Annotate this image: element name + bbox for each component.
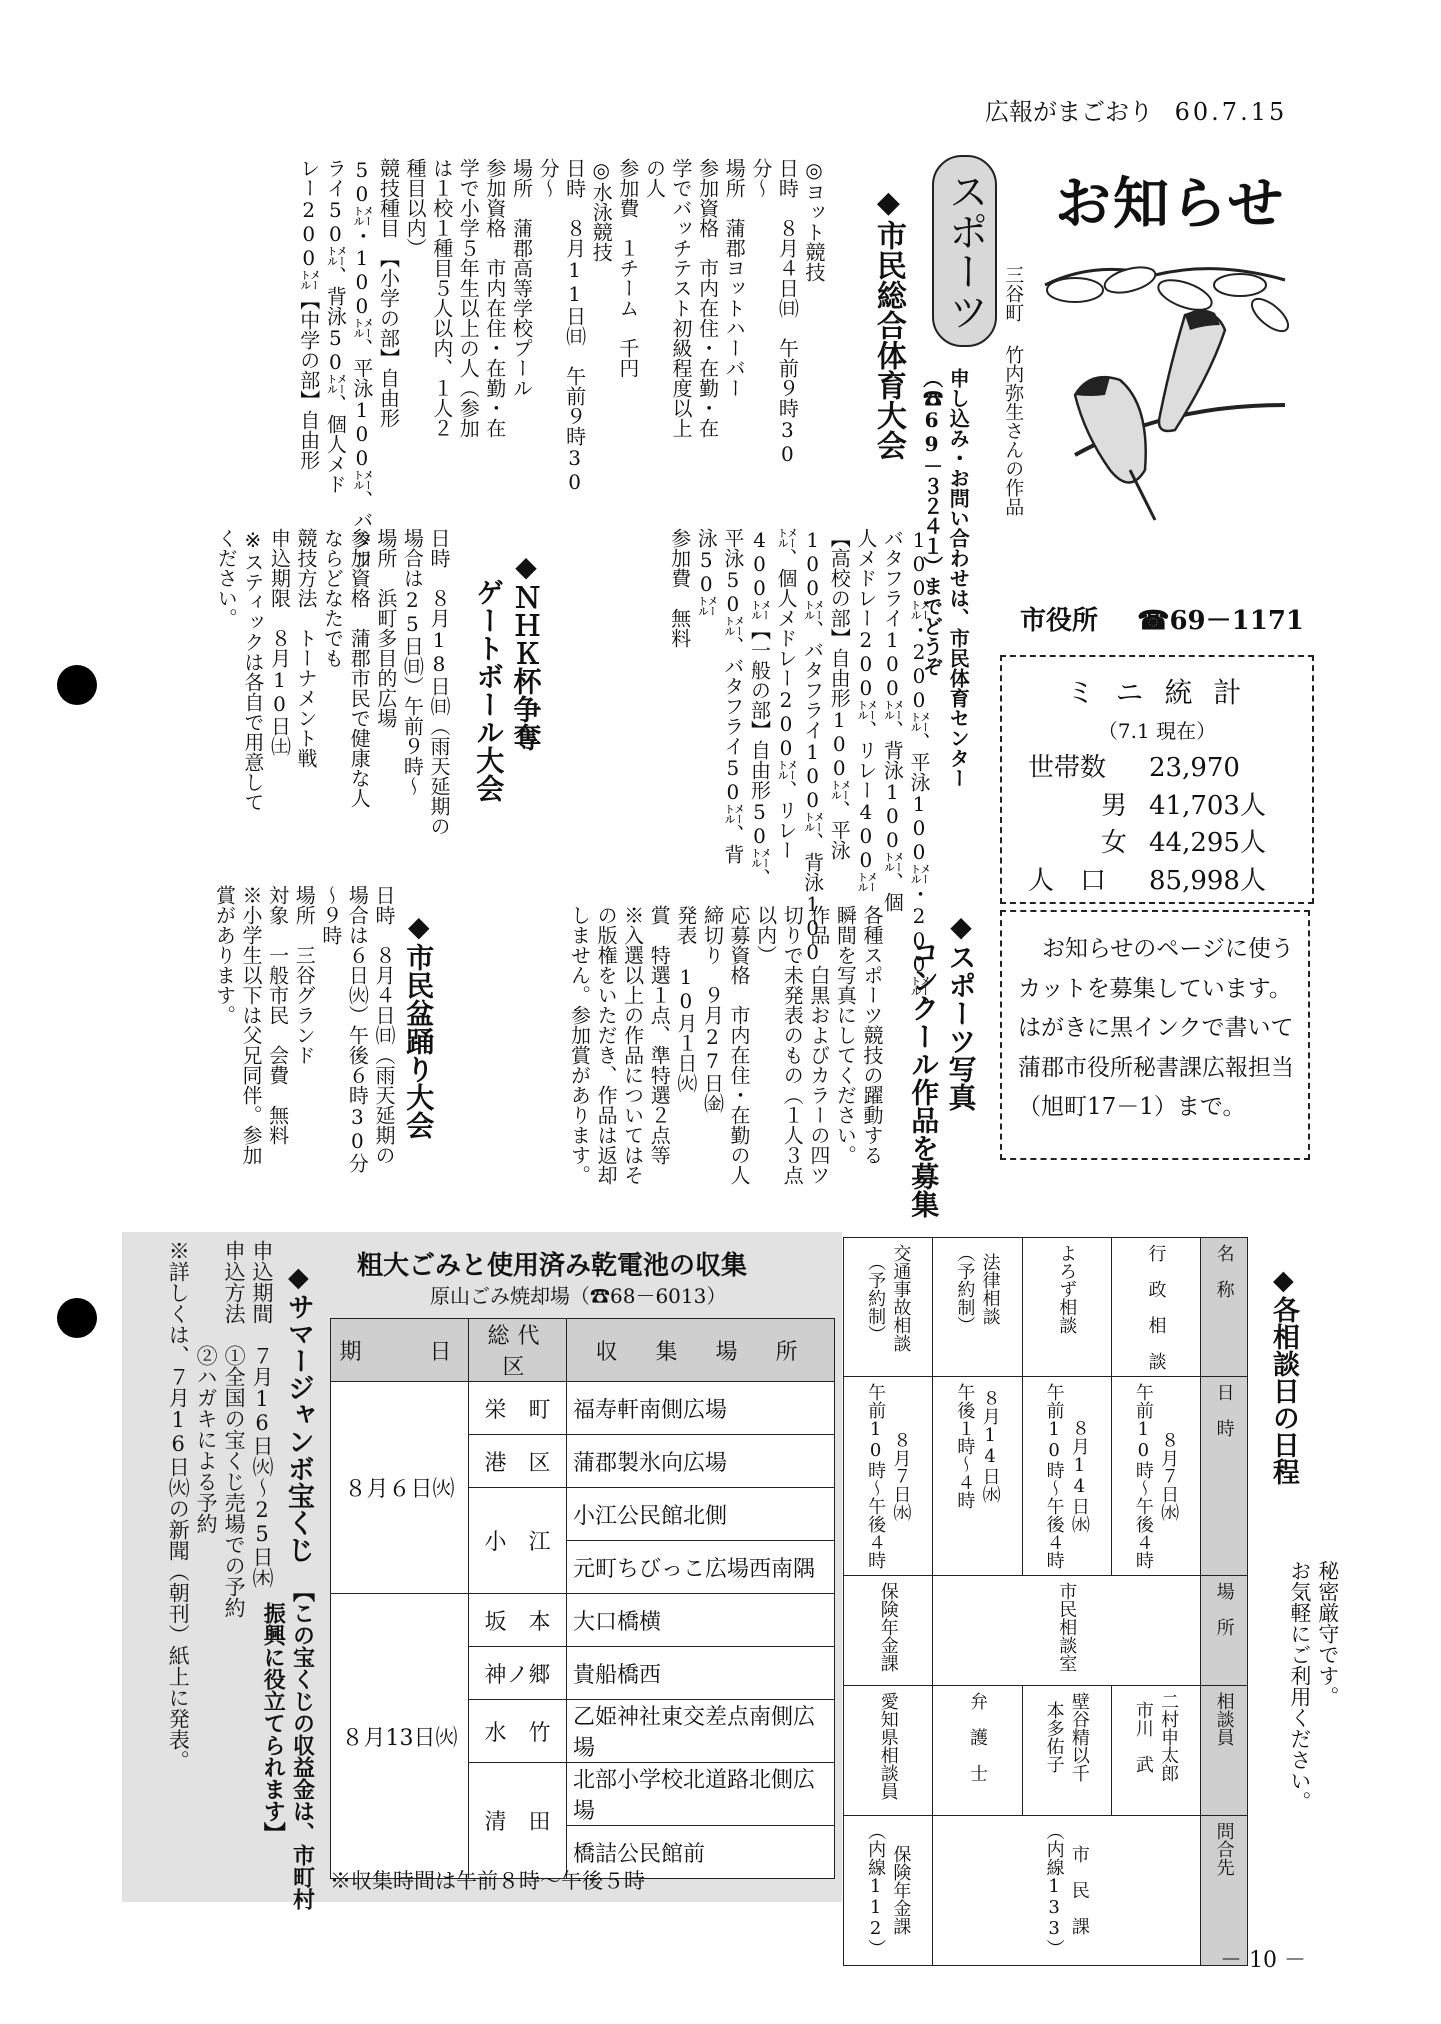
garbage-place: 元町ちびっこ広場西南隅: [567, 1541, 835, 1594]
garbage-note: ※収集時間は午前８時～午後５時: [330, 1869, 645, 1893]
city-hall-label: 市役所: [1020, 606, 1099, 636]
garbage-place: 大口橋横: [567, 1594, 835, 1647]
consult-row: [844, 1377, 1248, 1576]
garbage-place: 橋詰公民館前: [567, 1826, 835, 1879]
consult-row-label-text: 場 所: [1213, 1582, 1235, 1636]
gateball-body: 日時 ８月18日㈰（雨天延期の 場合は25日㈰）午前９時～ 場所 浜町多目的広場 参加資格 蒲郡市民で健康な人 ならどなたでも 競技方法 トーナメント戦 申込期限 ８月10日㈯ ※スティックは各自で用意して ください。: [214, 528, 451, 836]
binding-hole: [57, 665, 97, 705]
garbage-place: 貴船橋西: [567, 1647, 835, 1700]
consult-cell: [933, 1238, 1022, 1377]
consult-cell: [844, 1686, 933, 1816]
cut-notice-box: [1000, 910, 1310, 1160]
garbage-place: 北部小学校北道路北側広場: [567, 1763, 835, 1826]
cut-notice-line: はがきに黒インクで書いて: [1018, 1015, 1294, 1042]
mini-stats-rows: [1002, 750, 1312, 901]
stats-row: [1002, 788, 1312, 826]
garbage-area: 栄 町: [469, 1382, 567, 1435]
gateball-title: ◆ＮＨＫ杯争奪 ゲートボール大会: [472, 550, 543, 802]
consult-cell-text: ８月14日㈬ 午後１時～４時: [954, 1383, 1001, 1509]
issue-date: 60.7.15: [1174, 98, 1288, 126]
cut-notice-line: お知らせのページに使う: [1042, 936, 1294, 962]
section-title: お知らせ: [1055, 172, 1286, 237]
consult-title: ◆各相談日の日程: [1267, 1265, 1299, 1485]
consult-cell: [1022, 1686, 1111, 1816]
art-credit-artist: 竹内弥生さんの作品: [1002, 345, 1025, 516]
consult-row-label: [1201, 1377, 1248, 1576]
garbage-header: 総代区: [469, 1319, 567, 1382]
consult-row-label-text: 日 時: [1213, 1383, 1235, 1437]
consult-cell-text: 保険年金課: [877, 1582, 899, 1672]
garbage-row: [331, 1382, 835, 1435]
mini-stats-box: [1000, 655, 1314, 904]
stats-value: 23,970: [1149, 753, 1240, 783]
stats-row: [1002, 750, 1312, 788]
garbage-title: 粗大ごみと使用済み乾電池の収集: [357, 1251, 748, 1281]
consult-cell: [1111, 1686, 1200, 1816]
garbage-subtitle: 原山ごみ焼却場（☎68－6013）: [430, 1284, 727, 1308]
jumbo-subtitle: 【この宝くじの収益金は、市町村 振興に役立てられます】: [260, 1580, 316, 1910]
jumbo-body: 申込期間 ７月16日㈫～25日㈭ 申込方法 ①全国の宝くじ売場での予約 ②ハガキによる予約 ※詳しくは、７月16日㈫の新聞（朝刊）紙上に発表。: [166, 1240, 274, 1771]
garbage-area: 港 区: [469, 1435, 567, 1488]
stats-label: 男: [1100, 790, 1127, 821]
city-hall: [1020, 600, 1304, 637]
garbage-place: 蒲郡製氷向広場: [567, 1435, 835, 1488]
stats-row: [1002, 825, 1312, 863]
photo-contest-title: ◆スポーツ写真 コンクール作品を募集: [907, 910, 978, 1218]
consult-cell-text: ８月14日㈬ 午前10時～午後４時: [1043, 1383, 1090, 1569]
stats-label: 人 口: [1028, 866, 1107, 897]
cut-notice-line: （旭町17－1）まで。: [1018, 1094, 1246, 1121]
consult-cell: [1022, 1238, 1111, 1377]
consult-cell: [1022, 1377, 1111, 1576]
garbage-header: 期 日: [331, 1319, 469, 1382]
consult-cell-text: 市民相談室: [1056, 1582, 1078, 1672]
sports-label: スポーツ: [932, 155, 997, 347]
consult-cell: [933, 1377, 1022, 1576]
consult-cell-text: ８月７日㈬ 午前10時～午後４時: [865, 1383, 912, 1569]
consult-cell: [933, 1816, 1201, 1966]
consult-cell: [933, 1576, 1201, 1686]
consult-cell: [844, 1576, 933, 1686]
garbage-area: 小 江: [469, 1488, 567, 1594]
consult-row: [844, 1576, 1248, 1686]
consult-cell-text: 行 政 相 談: [1145, 1244, 1167, 1370]
bon-odori-body: 日時 ８月４日㈰（雨天延期の 場合は６日㈫）午後６時30分 ～９時 場所 三谷グランド 対象 一般市民 会費 無料 ※小学生以下は父兄同伴。参加 賞があります。: [212, 885, 396, 1173]
stats-value: 85,998人: [1149, 866, 1266, 897]
stats-value: 41,703人: [1149, 790, 1266, 821]
taiikutaikai-title: ◆市民総合体育大会: [870, 185, 906, 460]
garbage-date: ８月13日㈫: [331, 1594, 469, 1879]
taiikutaikai-body-cont: 100㍍・200㍍、平泳100㍍・200㍍、 バタフライ100㍍、背泳100㍍、個 人メドレー200㍍、リレー400㍍ 【高校の部】自由形100㍍、平泳 100㍍、バタフライ100㍍、背泳100 ㍍、個人メドレー200㍍、リレー 400㍍【一般の部】自由形50㍍、 平泳50㍍、バタフライ50㍍、背 泳50㍍ 参加費 無料: [667, 528, 931, 1016]
consult-cell-text: よろず相談: [1056, 1244, 1078, 1334]
publication-header: [985, 92, 1287, 127]
consult-cell-text: 法律相談 （予約制）: [954, 1244, 1001, 1334]
stats-label: 女: [1100, 828, 1127, 859]
cut-notice-line: カットを募集しています。: [1018, 975, 1292, 1002]
cut-notice-line: 蒲郡市役所秘書課広報担当: [1018, 1054, 1294, 1081]
garbage-table: [330, 1318, 835, 1879]
consult-cell: [1111, 1238, 1200, 1377]
garbage-place: 小江公民館北側: [567, 1488, 835, 1541]
consult-row-label: [1201, 1238, 1248, 1377]
consult-row-label-text: 問合先: [1213, 1822, 1235, 1876]
jumbo-title: ◆サマージャンボ宝くじ: [282, 1262, 314, 1563]
consult-row: [844, 1686, 1248, 1816]
consult-cell: [844, 1377, 933, 1576]
page-number: － 10 －: [1220, 1948, 1306, 1973]
consult-row-label-text: 名 称: [1213, 1244, 1235, 1298]
bon-odori-title: ◆市民盆踊り大会: [402, 910, 436, 1139]
consult-cell: [1111, 1377, 1200, 1576]
mini-stats-title: ミ ニ 統 計: [1066, 676, 1248, 709]
consult-note: 秘密厳守です。 お気軽にご利用ください。: [1287, 1560, 1340, 1812]
garbage-area: 坂 本: [469, 1594, 567, 1647]
city-hall-phone: ☎69－1171: [1137, 606, 1305, 636]
garbage-area: 神ノ郷: [469, 1647, 567, 1700]
consult-row: [844, 1816, 1248, 1966]
consult-cell-text: 壁谷精以千 本多佑子: [1043, 1692, 1090, 1782]
bird-illustration: [1035, 255, 1290, 525]
garbage-row: [331, 1594, 835, 1647]
consult-cell-text: 交通事故相談 （予約制）: [865, 1244, 912, 1352]
publication-name: 広報がまごおり: [985, 98, 1153, 126]
bird-illustration-icon: [1035, 255, 1290, 525]
art-credit-place: 三谷町: [1002, 265, 1025, 322]
consult-cell-text: 市 民 課 （内線133）: [1043, 1822, 1090, 1957]
consult-table: [843, 1237, 1248, 1966]
cut-notice-text: [1002, 930, 1308, 1128]
garbage-date: ８月６日㈫: [331, 1382, 469, 1594]
stats-row: [1002, 863, 1312, 901]
sports-contact: 申し込み・お問い合わせは、市民体育センター （☎69－３２４１）までどうぞ: [919, 368, 971, 788]
garbage-header: 収 集 場 所: [567, 1319, 835, 1382]
garbage-area: 水 竹: [469, 1700, 567, 1763]
consult-cell-text: 弁 護 士: [966, 1692, 988, 1782]
consult-row-label: [1201, 1576, 1248, 1686]
mini-stats-date: （7.1 現在）: [1097, 719, 1217, 743]
photo-contest-body: 各種スポーツ競技の躍動する 瞬間を写真にしてください。 作品 白黒およびカラーの四ツ 切りで未発表のもの（１人３点 以内） 応募資格 市内在住・在勤の人 締切り ９月27日㈮ 発表 10月１日㈫ 賞 特選１点、準特選２点等 ※入選以上の作品についてはそ の版権をいただき、作品は返却 しません。参加賞があります。: [567, 905, 884, 1185]
consult-cell-text: ８月７日㈬ 午前10時～午後４時: [1132, 1383, 1180, 1569]
consult-row-label: [1201, 1686, 1248, 1816]
consult-cell: [844, 1816, 933, 1966]
consult-cell: [844, 1238, 933, 1377]
taiikutaikai-body: ◎ヨット競技 日時 ８月４日㈰ 午前９時30 分～ 場所 蒲郡ヨットハーバー 参加資格 市内在住・在勤・在 学でバッチテスト初級程度以上 の人 参加費 １チーム 千円 ◎水泳競技 日時 ８月11日㈰ 午前９時30 分～ 場所 蒲郡高等学校プール 参加資格 市内在住・在勤・在 学で小学５年生以上の人（参加 は１校１種目５人以内、１人２ 種目以内） 競技種目 【小学の部】自由形 50㍍・100㍍、平泳100㍍、バタフ ライ50㍍、背泳50㍍、個人メド レー200㍍【中学の部】自由形: [296, 158, 826, 570]
consult-cell-text: 二村申太郎 市川 武: [1132, 1692, 1180, 1782]
garbage-place: 乙姫神社東交差点南側広場: [567, 1700, 835, 1763]
consult-cell-text: 保険年金課 （内線112）: [865, 1822, 912, 1957]
garbage-area: 清 田: [469, 1763, 567, 1879]
garbage-place: 福寿軒南側広場: [567, 1382, 835, 1435]
binding-hole: [57, 1298, 97, 1338]
consult-cell: [933, 1686, 1022, 1816]
consult-cell-text: 愛知県相談員: [877, 1692, 899, 1800]
stats-value: 44,295人: [1149, 828, 1266, 859]
stats-label: 世帯数: [1028, 753, 1107, 783]
consult-row-label-text: 相談員: [1213, 1692, 1235, 1746]
consult-row: [844, 1238, 1248, 1377]
